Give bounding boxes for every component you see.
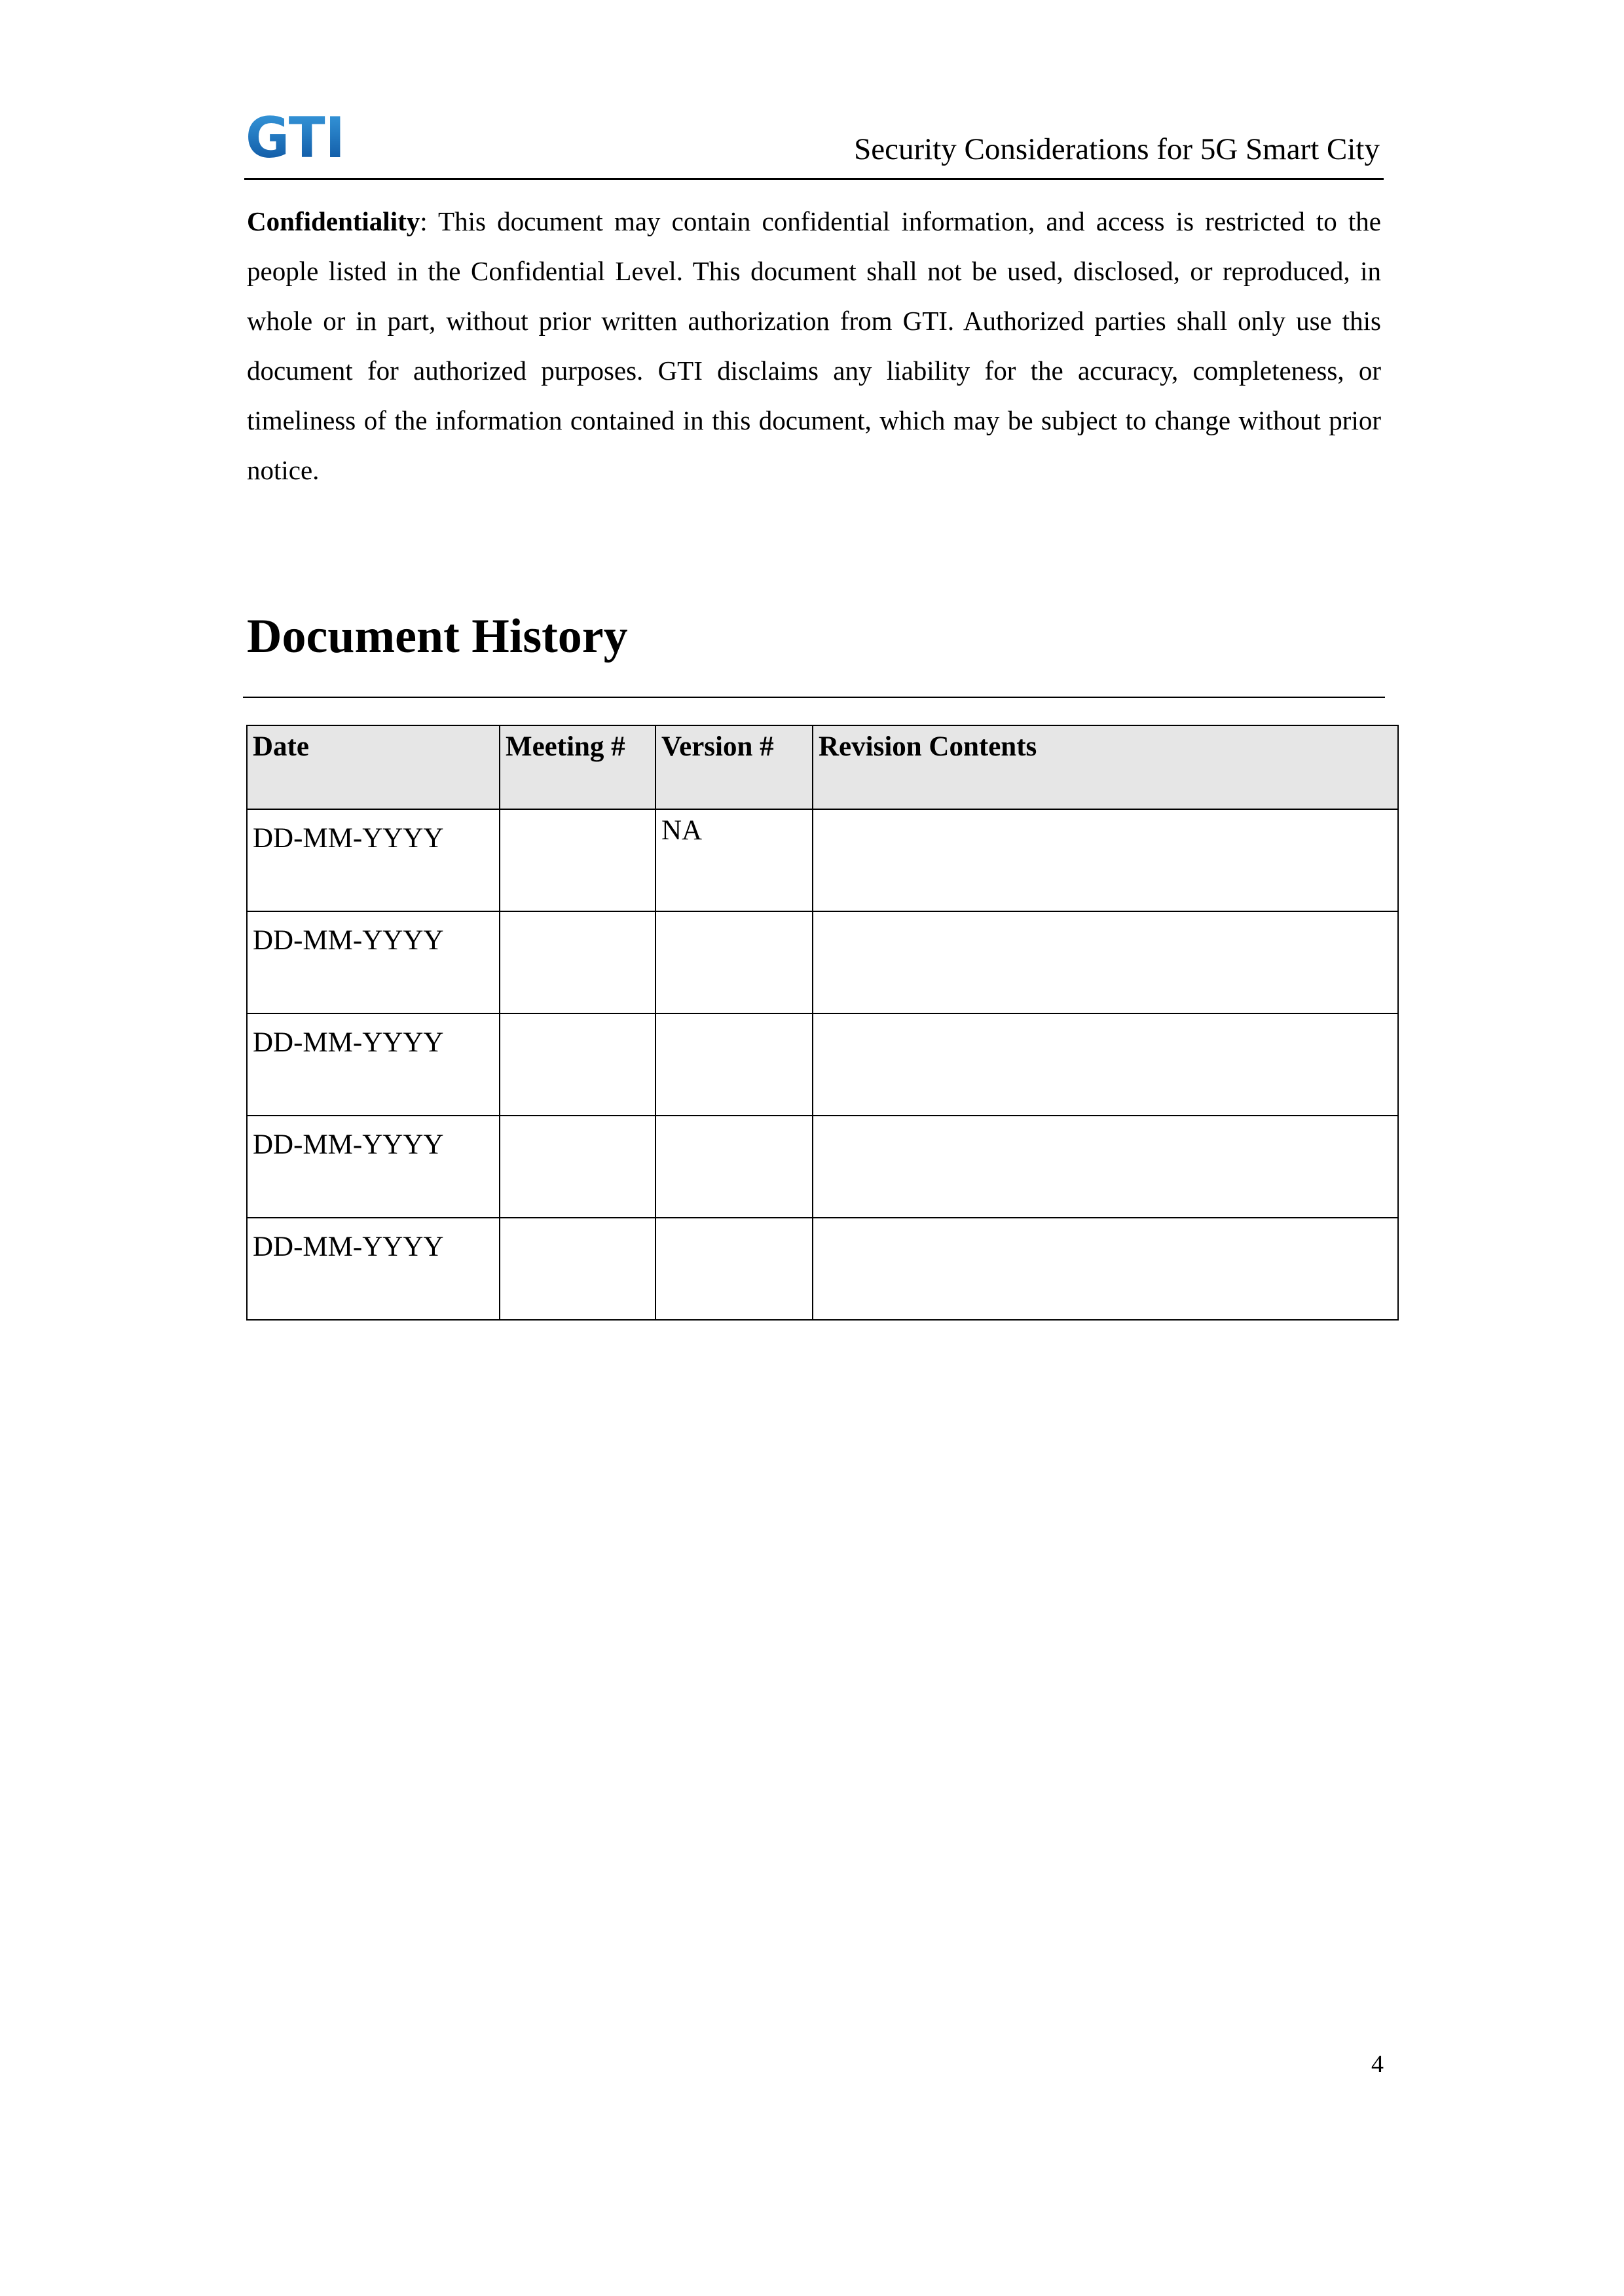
meeting-cell bbox=[500, 1013, 655, 1116]
table-row bbox=[247, 1116, 1398, 1218]
page-header bbox=[244, 111, 1384, 180]
confidentiality-term: Confidentiality bbox=[247, 206, 420, 236]
confidentiality-notice bbox=[247, 196, 1381, 495]
column-header-revision: Revision Contents bbox=[813, 725, 1398, 809]
revision-cell bbox=[813, 911, 1398, 1013]
gti-logo-mark bbox=[246, 113, 350, 162]
version-cell bbox=[655, 1218, 813, 1320]
version-cell bbox=[655, 1116, 813, 1218]
version-cell bbox=[655, 911, 813, 1013]
table-row bbox=[247, 809, 1398, 911]
meeting-cell bbox=[500, 1218, 655, 1320]
document-title: Security Considerations for 5G Smart City bbox=[854, 132, 1380, 166]
meeting-cell bbox=[500, 1116, 655, 1218]
column-header-meeting: Meeting # bbox=[500, 725, 655, 809]
date-cell: DD-MM-YYYY bbox=[247, 1218, 500, 1320]
meeting-cell bbox=[500, 809, 655, 911]
document-history-table bbox=[246, 725, 1399, 1321]
table-row bbox=[247, 1218, 1398, 1320]
table-row bbox=[247, 1013, 1398, 1116]
date-cell: DD-MM-YYYY bbox=[247, 1116, 500, 1218]
revision-cell bbox=[813, 1116, 1398, 1218]
version-cell: NA bbox=[655, 809, 813, 911]
section-heading: Document History bbox=[247, 610, 628, 663]
revision-cell bbox=[813, 809, 1398, 911]
date-cell: DD-MM-YYYY bbox=[247, 809, 500, 911]
table-header-row bbox=[247, 725, 1398, 809]
page-number: 4 bbox=[1371, 2050, 1384, 2078]
column-header-date: Date bbox=[247, 725, 500, 809]
date-cell: DD-MM-YYYY bbox=[247, 1013, 500, 1116]
section-divider bbox=[243, 697, 1385, 698]
confidentiality-text: : This document may contain confidential information, and access is restricted to the people listed in the Confidential Level. This document shall not be used, disclosed, or reproduced, in whole or in part, without prior written authorization from GTI. Authorized parties shall only use this document for authorized purposes. GTI disclaims any liability for the accuracy, completeness, or timeliness of the information contained in this document, which may be subject to change without prior notice. bbox=[247, 206, 1381, 485]
date-cell: DD-MM-YYYY bbox=[247, 911, 500, 1013]
gti-logo bbox=[246, 113, 350, 162]
version-cell bbox=[655, 1013, 813, 1116]
table-row bbox=[247, 911, 1398, 1013]
revision-cell bbox=[813, 1218, 1398, 1320]
logo-text: GTI bbox=[246, 113, 345, 162]
column-header-version: Version # bbox=[655, 725, 813, 809]
revision-cell bbox=[813, 1013, 1398, 1116]
meeting-cell bbox=[500, 911, 655, 1013]
